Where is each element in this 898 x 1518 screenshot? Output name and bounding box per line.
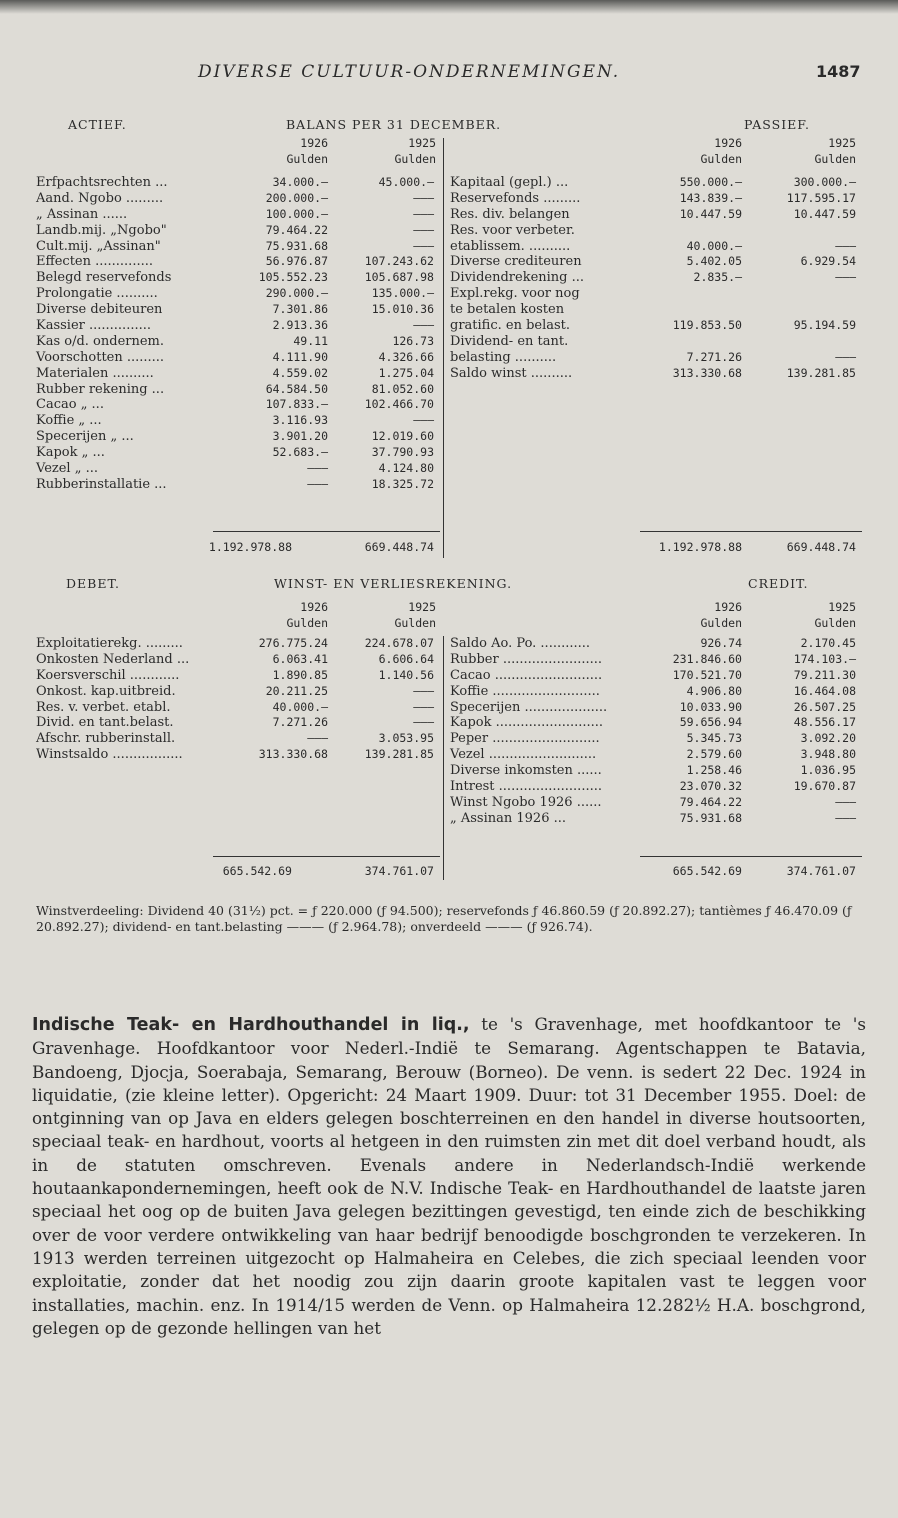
value-1926: 49.11 [293,333,328,348]
year-1926: 1926 [300,136,328,150]
table-row [36,207,440,223]
row-label: Voorschotten ......... [36,349,165,365]
row-label: Kapok .......................... [450,715,604,731]
row-label: Intrest ......................... [450,779,602,795]
value-1926: 926.74 [700,636,742,650]
value-1925: ——— [413,318,434,333]
debit-total-1926: 665.542.69 [222,864,292,878]
assets-total-1926: 1.192.978.88 [208,540,292,554]
value-1926: 4.906.80 [686,683,742,698]
value-1925: 1.140.56 [378,667,434,682]
value-1926: ——— [307,731,328,746]
row-label: Cacao „ ... [36,397,104,413]
value-1926: 10.447.59 [679,206,742,221]
row-label: Prolongatie .......... [36,286,158,302]
row-label: Koersverschil ............ [36,667,180,683]
value-1926: 276.775.24 [258,636,328,650]
value-1926: 5.402.05 [686,254,742,269]
profit-distribution-note: Winstverdeeling: Dividend 40 (31½) pct. = ƒ 220.000 (ƒ 94.500); reservefonds ƒ 46.860.59 (ƒ 20.892.27); tantièmes ƒ 46.470.09 (ƒ 20.892.27); dividend- en tant.belasting ——— (ƒ 2.964.78); onverdeeld ——— (ƒ 926.74). [36,903,852,934]
value-1926: 4.111.90 [272,349,328,364]
value-1925: 102.466.70 [364,397,434,412]
row-label: Winstsaldo ................. [36,747,183,763]
row-label: gratific. en belast. [450,318,571,334]
row-label: Saldo winst .......... [450,365,573,381]
value-1926: 170.521.70 [672,667,742,682]
row-label: Aand. Ngobo ......... [36,190,164,206]
table-row [36,175,440,191]
value-1925: 10.447.59 [793,206,856,221]
table-row [36,652,440,668]
value-1925: 48.556.17 [793,715,856,730]
value-1926: 313.330.68 [258,747,328,762]
value-1926: 64.584.50 [265,381,328,396]
table-row [36,477,440,493]
row-label: Kassier ............... [36,318,151,334]
table-row [450,318,860,334]
year-1926: 1926 [714,136,742,150]
year-1925: 1925 [408,136,436,150]
value-1925: 37.790.93 [371,445,434,460]
value-1926: 290.000.— [265,286,328,301]
pnl-debit-table [36,636,440,763]
value-1925: 107.243.62 [364,254,434,269]
liabilities-total-1926: 1.192.978.88 [658,540,742,554]
value-1925: ——— [413,699,434,714]
table-row [36,350,440,366]
row-label: te betalen kosten [450,302,565,318]
year-1926: 1926 [300,600,328,614]
value-1926: 20.211.25 [265,683,328,698]
table-row [36,747,440,763]
table-row [36,270,440,286]
row-label: Rubber rekening ... [36,381,165,397]
table-row [36,429,440,445]
value-1926: 105.552.23 [258,270,328,285]
row-label: Dividendrekening ... [450,270,585,286]
value-1925: 1.275.04 [378,365,434,380]
value-1926: 56.976.87 [265,254,328,269]
row-label: Diverse inkomsten ...... [450,763,602,779]
table-row [450,731,860,747]
value-1925: ——— [835,794,856,809]
table-row [450,636,860,652]
table-row [36,413,440,429]
table-row [450,207,860,223]
table-row [450,668,860,684]
value-1925: 3.053.95 [378,731,434,746]
row-label: Afschr. rubberinstall. [36,731,176,747]
table-row [36,302,440,318]
row-label: Saldo Ao. Po. ............ [450,636,591,651]
table-row [36,334,440,350]
table-row [450,254,860,270]
total-rule [640,856,862,857]
table-row [450,795,860,811]
value-1925: ——— [413,190,434,205]
value-1926: 100.000.— [265,206,328,221]
table-row [36,239,440,255]
value-1926: 7.271.26 [686,349,742,364]
row-label: belasting .......... [450,349,557,365]
value-1925: 12.019.60 [371,429,434,444]
value-1925: 79.211.30 [793,667,856,682]
table-row [450,763,860,779]
table-row [450,684,860,700]
debit-total-1925: 374.761.07 [364,864,434,878]
value-1925: 139.281.85 [364,747,434,762]
value-1925: 18.325.72 [371,476,434,491]
value-1926: 2.835.— [693,270,742,285]
table-row [450,302,860,318]
balance-right-caption: PASSIEF. [744,117,810,132]
table-row [36,397,440,413]
value-1926: 2.913.36 [272,318,328,333]
row-label: Koffie .......................... [450,683,600,699]
value-1925: 6.929.54 [800,254,856,269]
balance-liab-header [450,136,860,168]
section-title: DIVERSE CULTUUR-ONDERNEMINGEN. [198,62,621,82]
table-row [450,779,860,795]
table-row [36,461,440,477]
balance-assets-table [36,175,440,493]
row-label: Res. div. belangen [450,206,570,222]
page-edge-shadow [0,0,898,14]
value-1925: 105.687.98 [364,270,434,285]
balance-liabilities-table [450,175,860,382]
row-label: Diverse crediteuren [450,254,582,270]
value-1926: 23.070.32 [679,779,742,794]
table-row [36,382,440,398]
unit: Gulden [286,615,328,630]
value-1925: 117.595.17 [786,190,856,205]
value-1925: 1.036.95 [800,763,856,778]
table-row [450,239,860,255]
value-1926: 143.839.— [679,190,742,205]
table-row [450,366,860,382]
row-label: Onkost. kap.uitbreid. [36,683,176,699]
pnl-credit-header [450,600,860,632]
pnl-debit-header [36,600,440,632]
table-row [450,270,860,286]
value-1926: 231.846.60 [672,651,742,666]
column-divider [443,636,444,880]
value-1926: 59.656.94 [679,715,742,730]
credit-total-1926: 665.542.69 [672,864,742,878]
value-1925: ——— [413,222,434,237]
row-label: Reservefonds ......... [450,190,581,206]
table-row [36,286,440,302]
row-label: Rubber ........................ [450,651,603,667]
table-row [36,684,440,700]
value-1925: 2.170.45 [800,636,856,650]
value-1926: 7.271.26 [272,715,328,730]
value-1926: 75.931.68 [265,238,328,253]
company-description: te 's Gravenhage, met hoofdkantoor te 's Gravenhage. Hoofdkantoor voor Nederl.-Indië te Semarang. Agentschappen te Batavia, Bandoeng, Djocja, Soerabaja, Semarang, Berouw (Borneo). De venn. is sedert 22 Dec. 1924 in liquidatie, (zie kleine letter). Opgericht: 24 Maart 1909. Duur: tot 31 December 1955. Doel: de ontginning van op Java en elders gelegen boschterreinen en den handel in diverse houtsoorten, speciaal teak- en hardhout, voorts al hetgeen in den ruimsten zin met dit doel verband houdt, als in de statuten omschreven. Evenals andere in Nederlandsch-Indië werkende houtaankapondernemingen, heeft ook de N.V. Indische Teak- en Hardhouthandel de laatste jaren speciaal het oog op de buiten Java gelegen bezittingen gevestigd, ten einde zich de beschikking over de voor verdere ontwikkeling van haar bedrijf benoodigde boschgronden te verzekeren. In 1913 werden terreinen uitgezocht op Halmaheira en Celebes, die zich speciaal leenden voor exploitatie, zonder dat het noodig zou zijn daarin groote kapitalen vast te leggen voor installaties, machin. enz. In 1914/15 werden de Venn. op Halmaheira 12.282½ H.A. boschgrond, gelegen op de gezonde hellingen van het [32,1014,866,1338]
pnl-credit-table [450,636,860,827]
value-1926: 107.833.— [265,397,328,412]
value-1925: 224.678.07 [364,636,434,650]
row-label: Cult.mij. „Assinan" [36,238,161,254]
value-1925: ——— [835,270,856,285]
table-row [36,191,440,207]
value-1926: 10.033.90 [679,699,742,714]
running-header [0,62,898,86]
table-row [450,652,860,668]
table-row [36,636,440,652]
table-row [450,175,860,191]
table-row [450,286,860,302]
table-row [36,254,440,270]
table-row [450,747,860,763]
unit: Gulden [700,615,742,630]
value-1926: ——— [307,476,328,491]
value-1925: ——— [413,715,434,730]
value-1926: 1.890.85 [272,667,328,682]
value-1925: ——— [835,349,856,364]
row-label: Res. v. verbet. etabl. [36,699,171,715]
table-row [36,731,440,747]
row-label: Exploitatierekg. ......... [36,636,183,651]
table-row [450,223,860,239]
row-label: Divid. en tant.belast. [36,715,174,731]
row-label: Vezel .......................... [450,747,597,763]
table-row [36,318,440,334]
table-row [450,191,860,207]
liabilities-total-1925: 669.448.74 [786,540,856,554]
value-1926: 34.000.— [272,175,328,189]
unit: Gulden [394,615,436,630]
table-row [36,668,440,684]
unit: Gulden [814,151,856,166]
value-1925: 126.73 [392,333,434,348]
value-1926: ——— [307,461,328,476]
value-1926: 7.301.86 [272,302,328,317]
value-1926: 550.000.— [679,175,742,189]
value-1926: 119.853.50 [672,318,742,333]
row-label: Dividend- en tant. [450,333,569,349]
row-label: Koffie „ ... [36,413,102,429]
value-1925: ——— [835,238,856,253]
value-1925: 135.000.— [371,286,434,301]
row-label: Specerijen „ ... [36,429,134,445]
credit-total-1925: 374.761.07 [786,864,856,878]
row-label: etablissem. .......... [450,238,571,254]
value-1925: 3.948.80 [800,747,856,762]
company-entry [32,1013,866,1340]
value-1925: 6.606.64 [378,651,434,666]
pnl-center-caption: WINST- EN VERLIESREKENING. [274,576,513,591]
value-1926: 52.683.— [272,445,328,460]
value-1925: 139.281.85 [786,365,856,380]
table-row [36,445,440,461]
value-1925: 300.000.— [793,175,856,189]
year-1926: 1926 [714,600,742,614]
row-label: Rubberinstallatie ... [36,476,167,492]
value-1926: 3.901.20 [272,429,328,444]
row-label: Materialen .......... [36,365,154,381]
unit: Gulden [700,151,742,166]
value-1925: 81.052.60 [371,381,434,396]
balance-assets-header [36,136,440,168]
year-1925: 1925 [828,600,856,614]
row-label: Vezel „ ... [36,461,98,477]
value-1926: 2.579.60 [686,747,742,762]
value-1925: 4.124.80 [378,461,434,476]
value-1925: 26.507.25 [793,699,856,714]
value-1926: 75.931.68 [679,810,742,825]
value-1926: 200.000.— [265,190,328,205]
value-1925: 15.010.36 [371,302,434,317]
row-label: Kas o/d. ondernem. [36,333,165,349]
value-1925: 4.326.66 [378,349,434,364]
value-1926: 79.464.22 [679,794,742,809]
table-row [36,366,440,382]
value-1926: 5.345.73 [686,731,742,746]
value-1926: 79.464.22 [265,222,328,237]
pnl-left-caption: DEBET. [66,576,120,591]
value-1926: 313.330.68 [672,365,742,380]
balance-left-caption: ACTIEF. [68,117,127,132]
value-1926: 3.116.93 [272,413,328,428]
table-row [450,350,860,366]
value-1926: 4.559.02 [272,365,328,380]
value-1925: 3.092.20 [800,731,856,746]
value-1926: 1.258.46 [686,763,742,778]
page-number: 1487 [816,62,861,81]
value-1925: 45.000.— [378,175,434,189]
row-label: Expl.rekg. voor nog [450,286,580,302]
year-1925: 1925 [828,136,856,150]
unit: Gulden [286,151,328,166]
row-label: Effecten .............. [36,254,153,270]
row-label: Specerijen .................... [450,699,608,715]
row-label: Kapitaal (gepl.) ... [450,175,569,190]
value-1925: 95.194.59 [793,318,856,333]
unit: Gulden [814,615,856,630]
value-1925: 174.103.— [793,651,856,666]
row-label: Peper .......................... [450,731,600,747]
total-rule [213,531,440,532]
table-row [450,715,860,731]
column-divider [443,138,444,558]
table-row [36,700,440,716]
table-row [450,334,860,350]
value-1925: ——— [835,810,856,825]
value-1925: ——— [413,238,434,253]
row-label: Res. voor verbeter. [450,222,575,238]
table-row [36,715,440,731]
balance-center-caption: BALANS PER 31 DECEMBER. [286,117,502,132]
company-name: Indische Teak- en Hardhouthandel in liq., [32,1015,470,1035]
row-label: Diverse debiteuren [36,302,163,318]
value-1925: ——— [413,413,434,428]
unit: Gulden [394,151,436,166]
table-row [36,223,440,239]
value-1925: 16.464.08 [793,683,856,698]
value-1925: ——— [413,683,434,698]
row-label: Erfpachtsrechten ... [36,175,168,190]
pnl-right-caption: CREDIT. [748,576,809,591]
year-1925: 1925 [408,600,436,614]
value-1926: 40.000.— [686,238,742,253]
total-rule [213,856,440,857]
value-1926: 40.000.— [272,699,328,714]
total-rule [640,531,862,532]
row-label: Cacao .......................... [450,667,603,683]
assets-total-1925: 669.448.74 [364,540,434,554]
row-label: „ Assinan ...... [36,206,128,222]
table-row [450,811,860,827]
row-label: Belegd reservefonds [36,270,172,286]
row-label: Winst Ngobo 1926 ...... [450,794,602,810]
row-label: Kapok „ ... [36,445,105,461]
row-label: „ Assinan 1926 ... [450,810,566,826]
row-label: Landb.mij. „Ngobo" [36,222,167,238]
value-1925: 19.670.87 [793,779,856,794]
row-label: Onkosten Nederland ... [36,651,190,667]
table-row [450,700,860,716]
value-1926: 6.063.41 [272,651,328,666]
value-1925: ——— [413,206,434,221]
